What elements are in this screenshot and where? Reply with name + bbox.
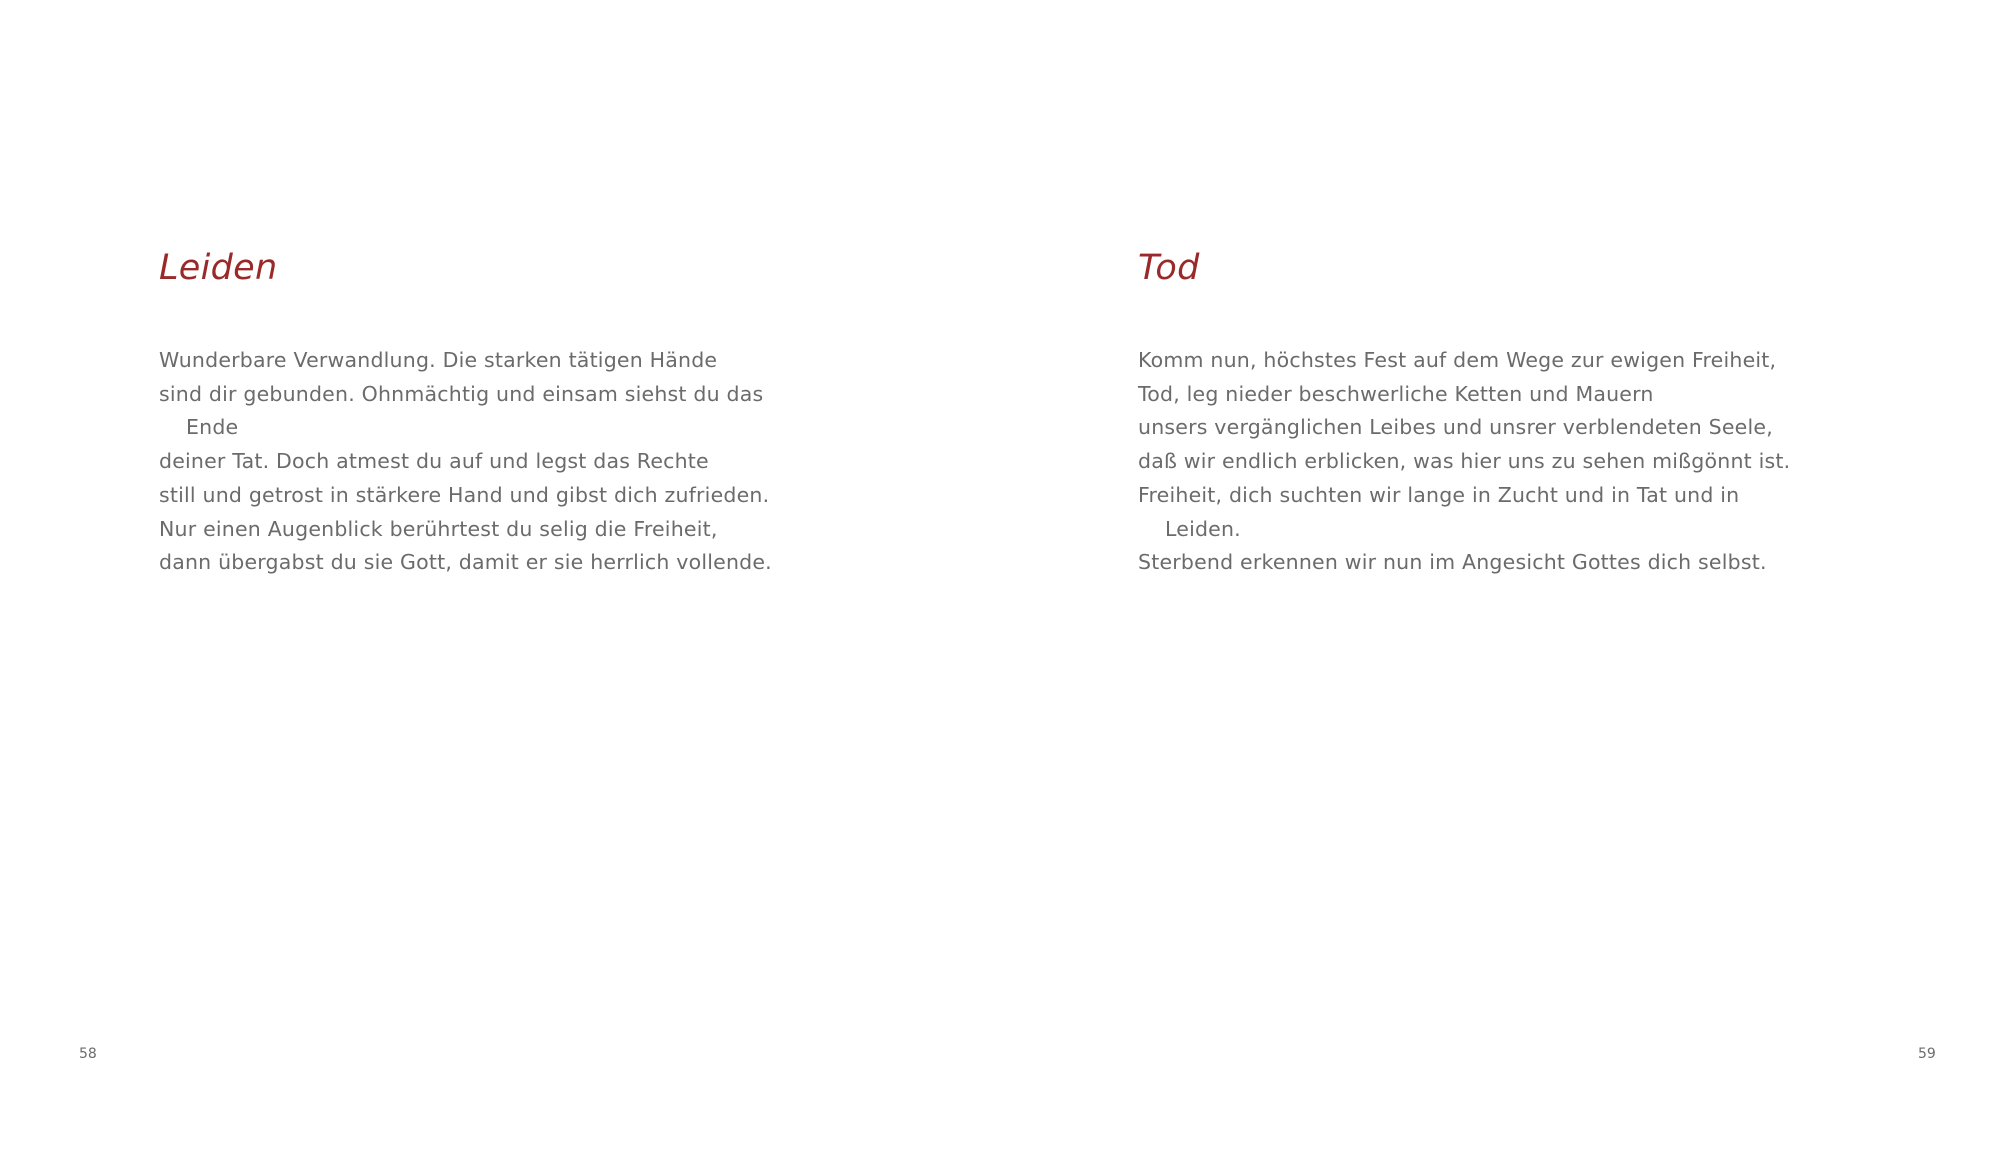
poem-line: dann übergabst du sie Gott, damit er sie herrlich vollende. [159,550,772,575]
poem-leiden [159,246,772,580]
page-number: 59 [1918,1046,1936,1062]
poem-line: Nur einen Augenblick berührtest du selig die Freiheit, [159,516,718,541]
poem-line: daß wir endlich erblicken, was hier uns zu sehen mißgönnt ist. [1138,449,1791,474]
page-number: 58 [79,1046,97,1062]
poem-title: Leiden [159,248,278,288]
poem-line: Tod, leg nieder beschwerliche Ketten und Mauern [1138,381,1654,406]
poem-tod [1138,246,1790,580]
poem-line: sind dir gebunden. Ohnmächtig und einsam siehst du das [159,381,764,406]
poem-body [159,344,772,580]
poem-title: Tod [1138,248,1200,288]
right-page [1000,0,2000,1158]
poem-line: Sterbend erkennen wir nun im Angesicht Gottes dich selbst. [1138,550,1767,575]
poem-line: deiner Tat. Doch atmest du auf und legst das Rechte [159,449,709,474]
poem-body [1138,344,1790,580]
poem-line: Wunderbare Verwandlung. Die starken tätigen Hände [159,348,718,372]
poem-line: Freiheit, dich suchten wir lange in Zucht und in Tat und in [1138,482,1740,507]
poem-line-continuation: Leiden. [1165,516,1241,541]
poem-line-continuation: Ende [186,415,239,440]
poem-line: still und getrost in stärkere Hand und gibst dich zufrieden. [159,482,770,507]
poem-line: unsers vergänglichen Leibes und unsrer verblendeten Seele, [1138,415,1773,440]
poem-line: Komm nun, höchstes Fest auf dem Wege zur ewigen Freiheit, [1138,348,1777,372]
